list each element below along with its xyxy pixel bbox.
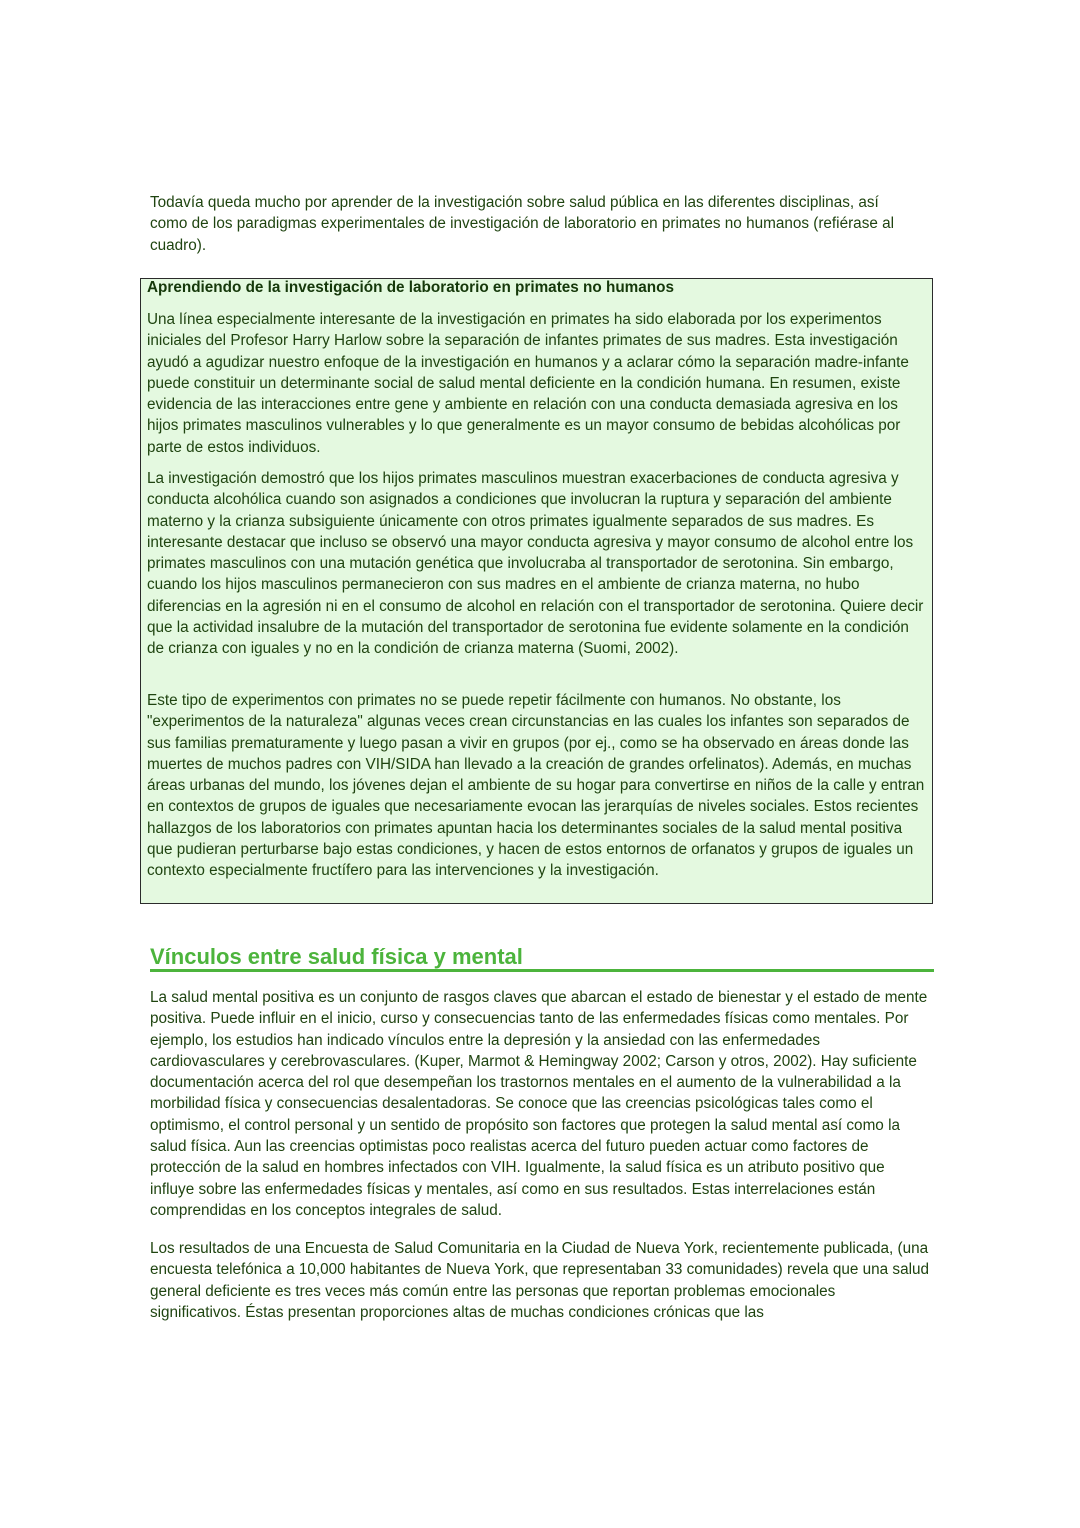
info-box	[140, 278, 933, 904]
section-heading: Vínculos entre salud física y mental	[150, 944, 523, 969]
body-paragraph: La salud mental positiva es un conjunto de rasgos claves que abarcan el estado de bienestar y el estado de mente positiva. Puede influir en el inicio, curso y consecuencias tanto de las enfermedades físicas como mentales. Por ejemplo, los estudios han indicado vínculos entre la depresión y la ansiedad con las enfermedades cardiovasculares y cerebrovasculares. (Kuper, Marmot & Hemingway 2002; Carson y otros, 2002). Hay suficiente documentación acerca del rol que desempeñan los trastornos mentales en el aumento de la vulnerabilidad a la morbilidad física y consecuencias desalentadoras. Se conoce que las creencias psicológicas tales como el optimismo, el control personal y un sentido de propósito son factores que protegen la salud mental así como la salud física. Aun las creencias optimistas poco realistas acerca del futuro pueden actuar como factores de protección de la salud en hombres infectados con VIH. Igualmente, la salud física es un atributo positivo que influye sobre las enfermedades físicas y mentales, así como en sus resultados. Estas interrelaciones están comprendidas en los conceptos integrales de salud.	[150, 989, 928, 1219]
body-paragraph: Los resultados de una Encuesta de Salud Comunitaria en la Ciudad de Nueva York, recientemente publicada, (una encuesta telefónica a 10,000 habitantes de Nueva York, que representaban 33 comunidades) revela que una salud general deficiente es tres veces más común entre las personas que reportan problemas emocionales significativos. Éstas presentan proporciones altas de muchas condiciones crónicas que las	[150, 1240, 930, 1321]
info-box-paragraph: Este tipo de experimentos con primates no se puede repetir fácilmente con humanos. No obstante, los "experimentos de la naturaleza" algunas veces crean circunstancias en las cuales los infantes son separados de sus familias prematuramente y luego pasan a vivir en grupos (por ej., como se ha observado en áreas donde las muertes de muchos padres con VIH/SIDA han llevado a la creación de grandes orfelinatos). Además, en muchas áreas urbanas del mundo, los jóvenes dejan el ambiente de su hogar para convertirse en niños de la calle y entran en contextos de grupos de iguales que necesariamente evocan las jerarquías de niveles sociales. Estos recientes hallazgos de los laboratorios con primates apuntan hacia los determinantes sociales de la salud mental positiva que pudieran perturbarse bajo estas condiciones, y hacen de estos entornos de orfanatos y grupos de iguales un contexto especialmente fructífero para las intervenciones y la investigación.	[147, 692, 925, 880]
heading-underline	[150, 969, 934, 972]
info-box-paragraph: La investigación demostró que los hijos primates masculinos muestran exacerbaciones de conducta agresiva y conducta alcohólica cuando son asignados a condiciones que involucran la ruptura y separación del ambiente materno y la crianza subsiguiente únicamente con otros primates igualmente separados de sus madres. Es interesante destacar que incluso se observó una mayor conducta agresiva y mayor consumo de alcohol entre los primates masculinos con una mutación genética que involucraba al transportador de serotonina. Sin embargo, cuando los hijos masculinos permanecieron con sus madres en el ambiente de crianza materna, no hubo diferencias en la agresión ni en el consumo de alcohol en relación con el transportador de serotonina. Quiere decir que la actividad insalubre de la mutación del transportador de serotonina fue evidente solamente en la condición de crianza con iguales y no en la condición de crianza materna (Suomi, 2002).	[147, 470, 924, 658]
info-box-title: Aprendiendo de la investigación de laboratorio en primates no humanos	[147, 279, 674, 296]
info-box-paragraph: Una línea especialmente interesante de la investigación en primates ha sido elaborada por los experimentos iniciales del Profesor Harry Harlow sobre la separación de infantes primates de sus madres. Esta investigación ayudó a agudizar nuestro enfoque de la investigación en humanos y a aclarar cómo la separación madre-infante puede constituir un determinante social de salud mental deficiente en la condición humana. En resumen, existe evidencia de las interacciones entre gene y ambiente en relación con una conducta demasiada agresiva en los hijos primates masculinos vulnerables y lo que generalmente es un mayor consumo de bebidas alcohólicas por parte de estos individuos.	[147, 311, 909, 456]
intro-paragraph: Todavía queda mucho por aprender de la investigación sobre salud pública en las diferentes disciplinas, así como de los paradigmas experimentales de investigación de laboratorio en primates no humanos (refiérase al cuadro).	[150, 194, 895, 254]
